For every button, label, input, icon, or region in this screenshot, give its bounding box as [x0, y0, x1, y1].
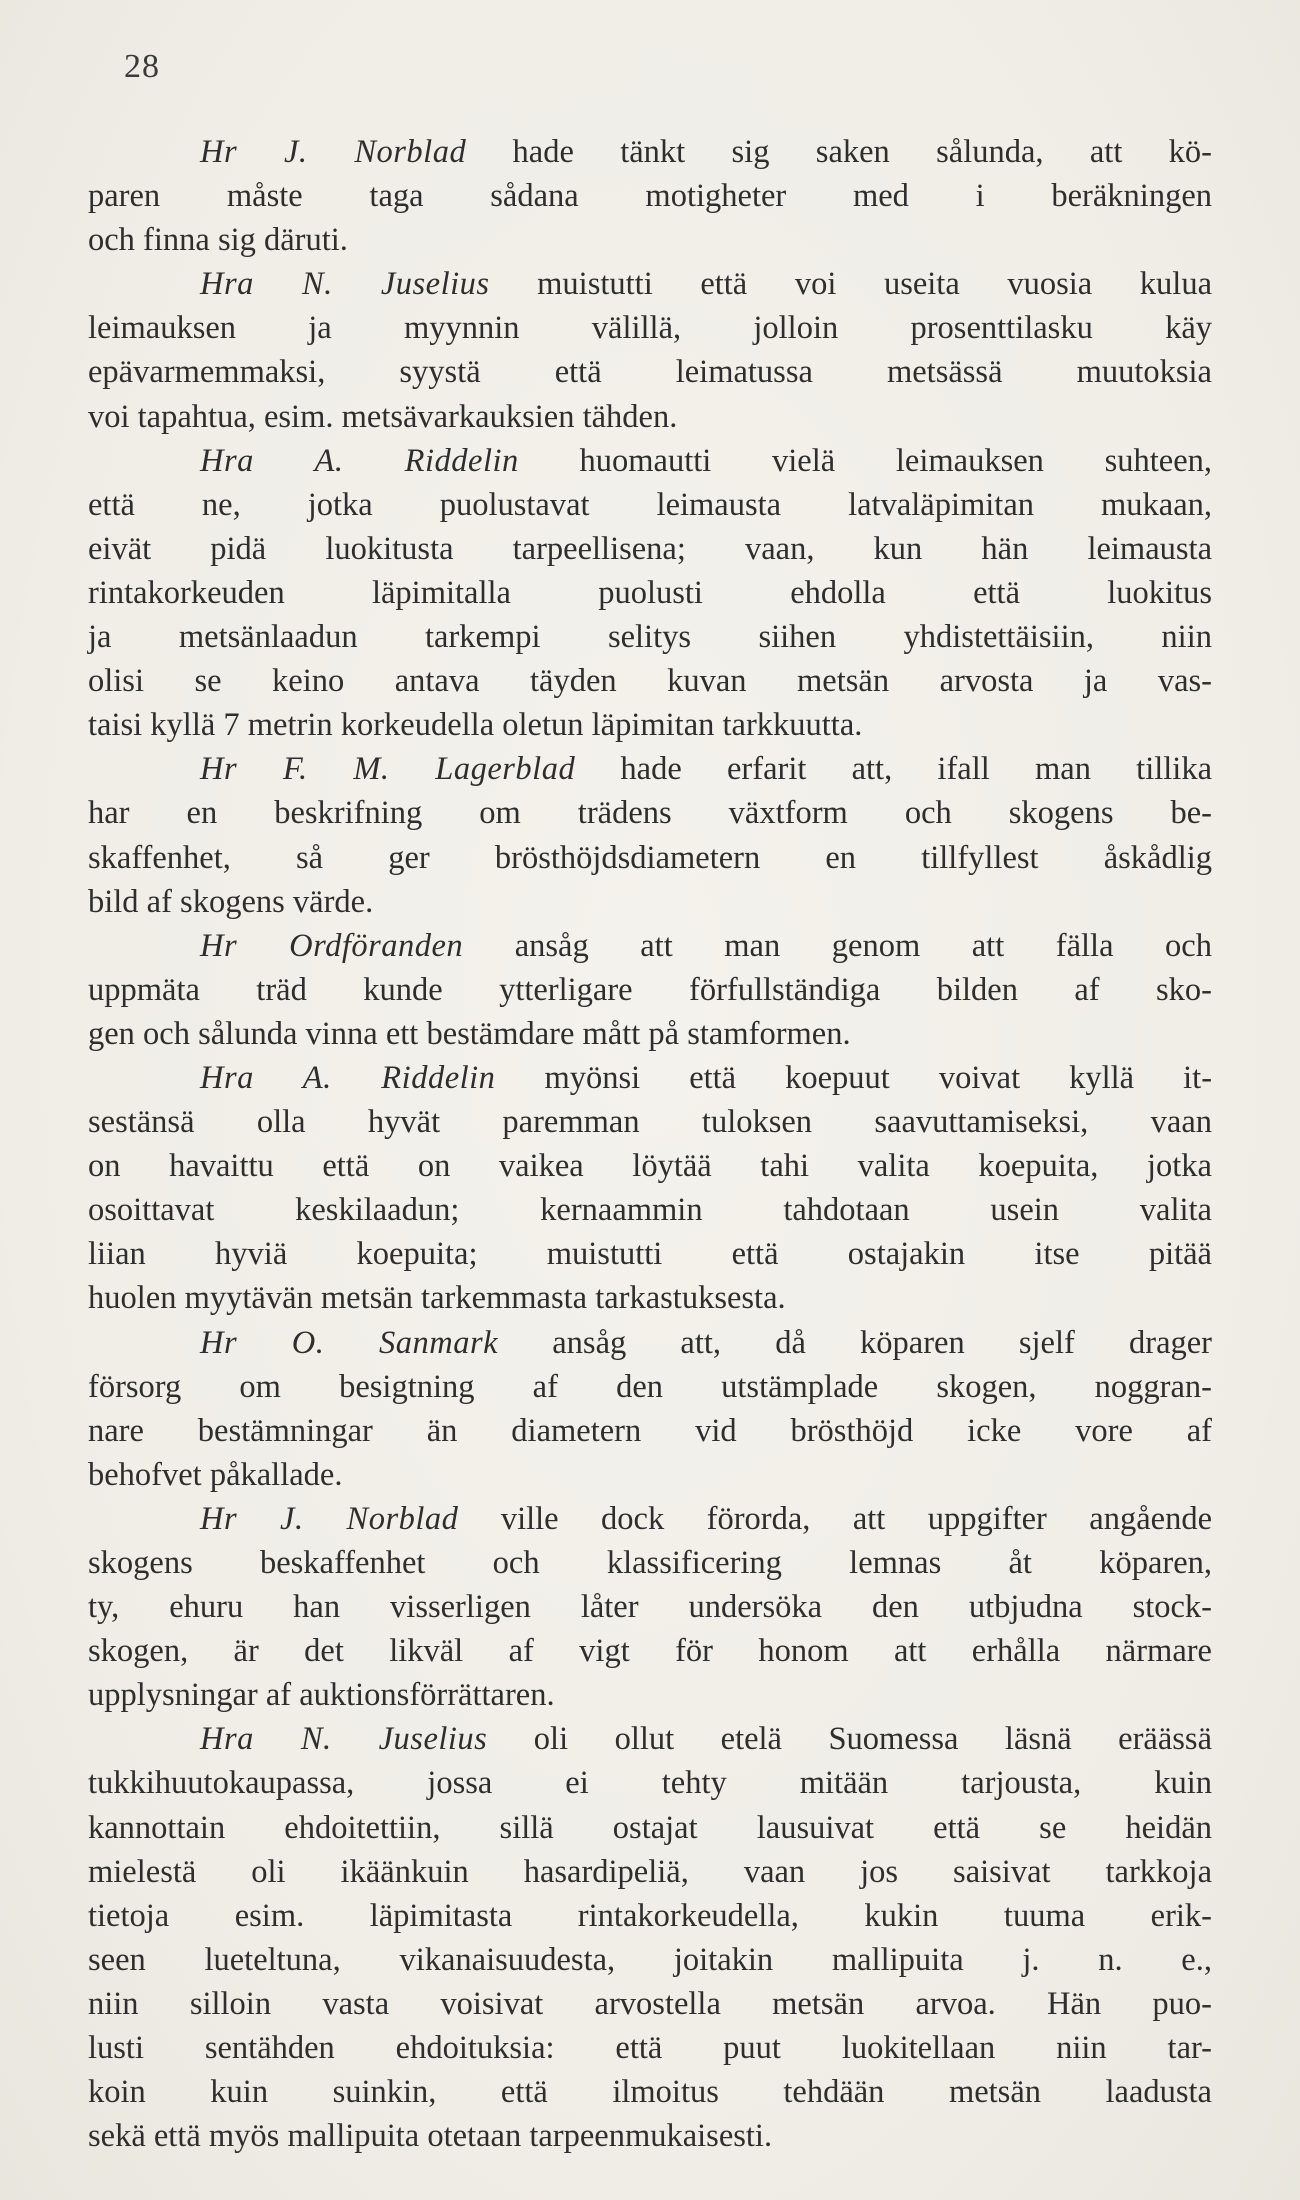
line-text: uppmäta träd kunde ytterligare förfullständiga bilden af sko- — [88, 971, 1212, 1008]
text-line — [88, 174, 1212, 218]
text-line — [88, 1850, 1212, 1894]
text-line — [88, 1409, 1212, 1453]
speaker-name: Hr J. Norblad — [200, 134, 467, 170]
text-line — [88, 615, 1212, 659]
line-text: tukkihuutokaupassa, jossa ei tehty mitään tarjousta, kuin — [88, 1765, 1212, 1802]
speaker-name: Hra A. Riddelin — [200, 1059, 496, 1096]
text-line — [88, 395, 1212, 439]
text-line — [88, 350, 1212, 394]
text-line — [88, 1365, 1212, 1409]
speaker-name: Hr F. M. Lagerblad — [200, 751, 576, 788]
line-text: taisi kyllä 7 metrin korkeudella oletun läpimitan tarkkuutta. — [88, 707, 863, 744]
line-text: upplysningar af auktionsförrättaren. — [88, 1677, 555, 1714]
line-text: försorg om besigtning af den utstämplade skogen, noggran- — [88, 1368, 1212, 1405]
text-line — [88, 1012, 1212, 1056]
line-text: voi tapahtua, esim. metsävarkauksien tähden. — [88, 398, 678, 435]
paragraph — [88, 262, 1212, 438]
text-line — [88, 747, 1212, 791]
text-line — [88, 527, 1212, 571]
speaker-name: Hra N. Juselius — [200, 266, 490, 303]
text-line — [88, 836, 1212, 880]
line-text: sestänsä olla hyvät paremman tuloksen saavuttamiseksi, vaan — [88, 1104, 1212, 1141]
line-text: kannottain ehdoitettiin, sillä ostajat lausuivat että se heidän — [88, 1809, 1212, 1846]
paragraph — [88, 1497, 1212, 1717]
text-line — [88, 1453, 1212, 1497]
line-text: har en beskrifning om trädens växtform och skogens be- — [88, 795, 1212, 832]
line-text: on havaittu että on vaikea löytää tahi valita koepuita, jotka — [88, 1148, 1212, 1185]
text-line — [88, 1717, 1212, 1761]
line-text: epävarmemmaksi, syystä että leimatussa metsässä muutoksia — [88, 354, 1212, 391]
line-text: rintakorkeuden läpimitalla puolusti ehdolla että luokitus — [88, 574, 1212, 611]
text-line — [88, 1673, 1212, 1717]
text-line — [88, 571, 1212, 615]
line-text: skogens beskaffenhet och klassificering lemnas åt köparen, — [88, 1545, 1212, 1581]
text-line — [88, 659, 1212, 703]
text-line — [88, 306, 1212, 350]
line-text: behofvet påkallade. — [88, 1456, 343, 1493]
line-text: paren måste taga sådana motigheter med i beräkningen — [88, 178, 1212, 215]
text-line — [88, 1497, 1212, 1541]
text-body — [88, 130, 1212, 2158]
line-text: muistutti että voi useita vuosia kulua — [489, 266, 1212, 303]
line-text: osoittavat keskilaadun; kernaammin tahdotaan usein valita — [88, 1192, 1212, 1229]
line-text: huolen myytävän metsän tarkemmasta tarkastuksesta. — [88, 1280, 786, 1317]
text-line — [88, 1806, 1212, 1850]
text-line — [88, 1232, 1212, 1276]
paragraph — [88, 1717, 1212, 2158]
line-text: gen och sålunda vinna ett bestämdare mått på stamformen. — [88, 1015, 851, 1052]
text-line — [88, 1982, 1212, 2026]
text-line — [88, 1144, 1212, 1188]
text-line — [88, 2114, 1212, 2158]
text-line — [88, 218, 1212, 262]
speaker-name: Hra N. Juselius — [200, 1721, 488, 1758]
line-text: mielestä oli ikäänkuin hasardipeliä, vaan jos saisivat tarkkoja — [88, 1853, 1212, 1890]
text-line — [88, 1188, 1212, 1232]
text-line — [88, 2070, 1212, 2114]
text-line — [88, 1629, 1212, 1673]
page-number: 28 — [124, 48, 160, 85]
line-text: liian hyviä koepuita; muistutti että ostajakin itse pitää — [88, 1236, 1212, 1273]
paragraph — [88, 130, 1212, 262]
line-text: skaffenhet, så ger brösthöjdsdiametern en tillfyllest åskådlig — [88, 839, 1212, 876]
text-line — [88, 439, 1212, 483]
line-text: ja metsänlaadun tarkempi selitys siihen yhdistettäisiin, niin — [88, 619, 1212, 656]
line-text: eivät pidä luokitusta tarpeellisena; vaan, kun hän leimausta — [88, 530, 1212, 567]
line-text: hade erfarit att, ifall man tillika — [575, 751, 1212, 788]
line-text: niin silloin vasta voisivat arvostella metsän arvoa. Hän puo- — [88, 1985, 1212, 2022]
text-line — [88, 1541, 1212, 1585]
speaker-name: Hra A. Riddelin — [200, 442, 519, 479]
text-line — [88, 1276, 1212, 1320]
line-text: hade tänkt sig saken sålunda, att kö- — [466, 134, 1213, 170]
paragraph — [88, 924, 1212, 1056]
text-line — [88, 1321, 1212, 1365]
line-text: ville dock förorda, att uppgifter angående — [458, 1500, 1212, 1537]
line-text: ansåg att man genom att fälla och — [463, 927, 1212, 964]
speaker-name: Hr O. Sanmark — [200, 1324, 499, 1361]
line-text: sekä että myös mallipuita otetaan tarpeenmukaisesti. — [88, 2118, 773, 2155]
paragraph — [88, 439, 1212, 748]
text-line — [88, 1056, 1212, 1100]
text-line — [88, 1938, 1212, 1982]
text-line — [88, 703, 1212, 747]
line-text: leimauksen ja myynnin välillä, jolloin prosenttilasku käy — [88, 310, 1212, 347]
line-text: oli ollut etelä Suomessa läsnä eräässä — [487, 1721, 1213, 1758]
paragraph — [88, 1056, 1212, 1321]
paragraph — [88, 747, 1212, 923]
speaker-name: Hr J. Norblad — [200, 1500, 459, 1537]
text-line — [88, 924, 1212, 968]
text-line — [88, 1585, 1212, 1629]
text-line — [88, 2026, 1212, 2070]
line-text: bild af skogens värde. — [88, 883, 374, 920]
line-text: skogen, är det likväl af vigt för honom att erhålla närmare — [88, 1633, 1212, 1670]
text-line — [88, 483, 1212, 527]
line-text: ty, ehuru han visserligen låter undersöka den utbjudna stock- — [88, 1589, 1212, 1626]
speaker-name: Hr Ordföranden — [200, 927, 464, 964]
paragraph — [88, 1321, 1212, 1497]
line-text: seen lueteltuna, vikanaisuudesta, joitakin mallipuita j. n. e., — [88, 1941, 1212, 1978]
line-text: ansåg att, då köparen sjelf drager — [498, 1324, 1212, 1361]
line-text: että ne, jotka puolustavat leimausta latvaläpimitan mukaan, — [88, 486, 1212, 523]
text-line — [88, 1894, 1212, 1938]
line-text: tietoja esim. läpimitasta rintakorkeudella, kukin tuuma erik- — [88, 1897, 1212, 1934]
text-line — [88, 791, 1212, 835]
line-text: nare bestämningar än diametern vid brösthöjd icke vore af — [88, 1412, 1212, 1449]
line-text: koin kuin suinkin, että ilmoitus tehdään metsän laadusta — [88, 2074, 1212, 2111]
text-line — [88, 130, 1212, 174]
text-line — [88, 262, 1212, 306]
text-line — [88, 968, 1212, 1012]
text-line — [88, 880, 1212, 924]
line-text: olisi se keino antava täyden kuvan metsän arvosta ja vas- — [88, 663, 1212, 700]
line-text: myönsi että koepuut voivat kyllä it- — [495, 1059, 1213, 1096]
text-line — [88, 1100, 1212, 1144]
line-text: huomautti vielä leimauksen suhteen, — [518, 442, 1212, 479]
text-line — [88, 1761, 1212, 1805]
line-text: och finna sig däruti. — [88, 222, 348, 259]
line-text: lusti sentähden ehdoituksia: että puut luokitellaan niin tar- — [88, 2030, 1212, 2067]
